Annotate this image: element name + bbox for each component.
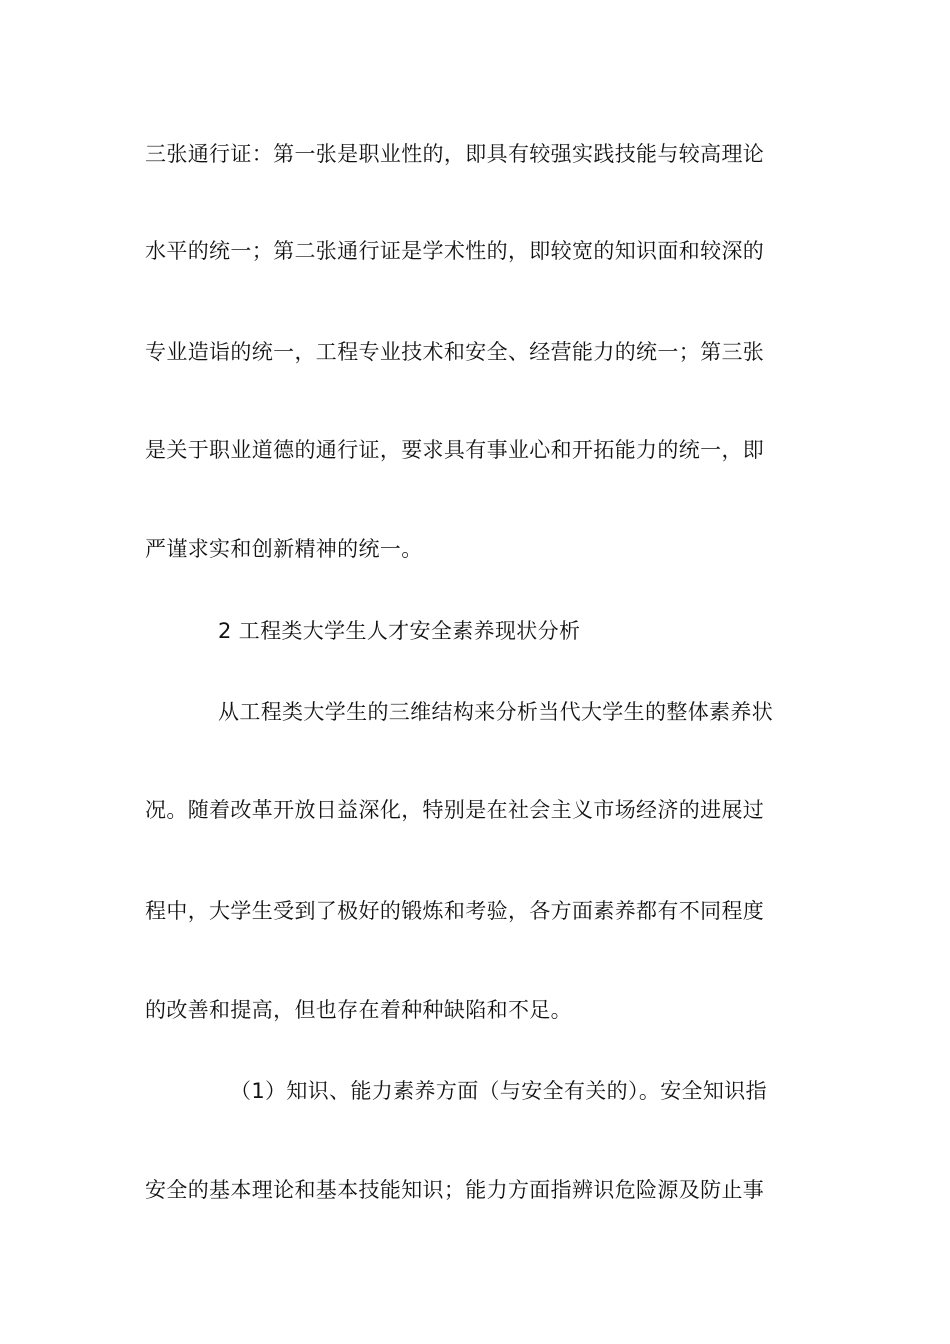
paragraph-line: 专业造诣的统一，工程专业技术和安全、经营能力的统一；第三张 — [145, 340, 765, 364]
subsection-line: （1）知识、能力素养方面（与安全有关的）。安全知识指 — [230, 1079, 767, 1103]
paragraph-line: 水平的统一；第二张通行证是学术性的，即较宽的知识面和较深的 — [145, 239, 765, 263]
section-heading: 2 工程类大学生人才安全素养现状分析 — [218, 619, 581, 643]
paragraph-line: 严谨求实和创新精神的统一。 — [145, 537, 423, 561]
paragraph-line: 是关于职业道德的通行证，要求具有事业心和开拓能力的统一，即 — [145, 438, 765, 462]
paragraph-line: 程中，大学生受到了极好的锻炼和考验，各方面素养都有不同程度 — [145, 899, 765, 923]
paragraph-line: 的改善和提高，但也存在着种种缺陷和不足。 — [145, 998, 572, 1022]
paragraph-line: 安全的基本理论和基本技能知识；能力方面指辨识危险源及防止事 — [145, 1178, 765, 1202]
paragraph-line: 况。随着改革开放日益深化，特别是在社会主义市场经济的进展过 — [145, 798, 765, 822]
paragraph-line: 三张通行证：第一张是职业性的，即具有较强实践技能与较高理论 — [145, 142, 765, 166]
paragraph-line: 从工程类大学生的三维结构来分析当代大学生的整体素养状 — [218, 700, 774, 724]
